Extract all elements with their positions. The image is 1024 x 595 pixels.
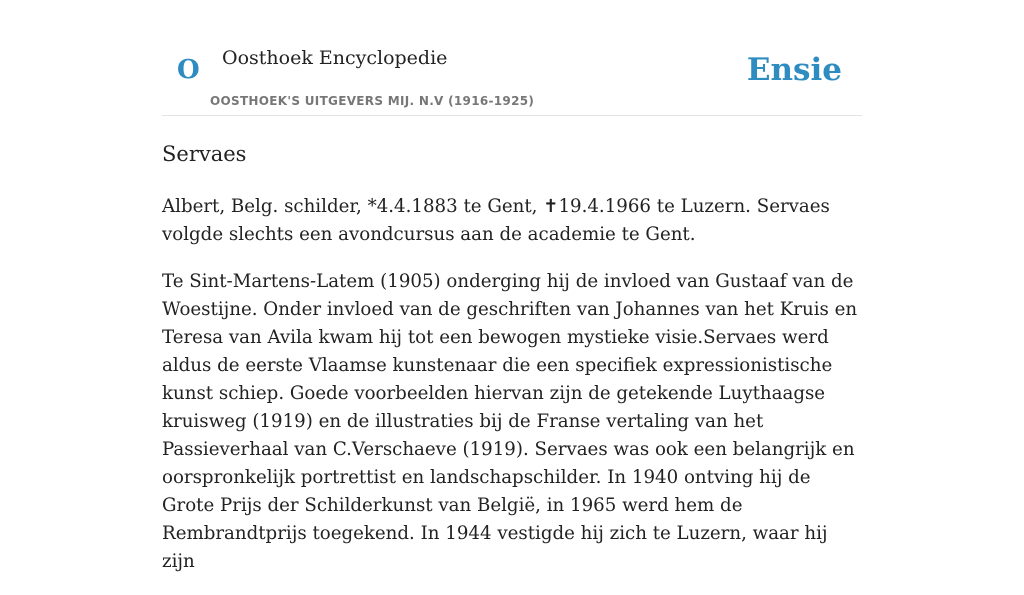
article-content	[162, 136, 862, 595]
site-header	[162, 0, 862, 116]
site-logo[interactable]: O	[177, 55, 200, 85]
article-title: Servaes	[162, 142, 247, 166]
article-paragraph-2: Te Sint-Martens-Latem (1905) onderging hij de invloed van Gustaaf van de Woestijne. Onder invloed van de geschriften van Johannes van het Kruis en Teresa van Avila kwam hij tot een bewogen mystieke visie.Servaes werd aldus de eerste Vlaamse kunstenaar die een specifiek expressionistische kunst schiep. Goede voorbeelden hiervan zijn de getekende Luythaagse kruisweg (1919) en de illustraties bij de Franse vertaling van het Passieverhaal van C.Verschaeve (1919). Servaes was ook een belangrijk en oorspronkelijk portrettist en landschapschilder. In 1940 ontving hij de Grote Prijs der Schilderkunst van België, in 1965 werd hem de Rembrandtprijs toegekend. In 1944 vestigde hij zich te Luzern, waar hij zijn	[162, 271, 858, 572]
encyclopedia-title-link[interactable]: Oosthoek Encyclopedie	[222, 47, 448, 69]
article-paragraph-1: Albert, Belg. schilder, *4.4.1883 te Gent, ✝19.4.1966 te Luzern. Servaes volgde slechts een avondcursus aan de academie te Gent.	[162, 196, 830, 245]
ensie-brand-link[interactable]: Ensie	[746, 52, 842, 88]
publisher-subtitle: OOSTHOEK'S UITGEVERS MIJ. N.V (1916-1925)	[210, 94, 535, 108]
